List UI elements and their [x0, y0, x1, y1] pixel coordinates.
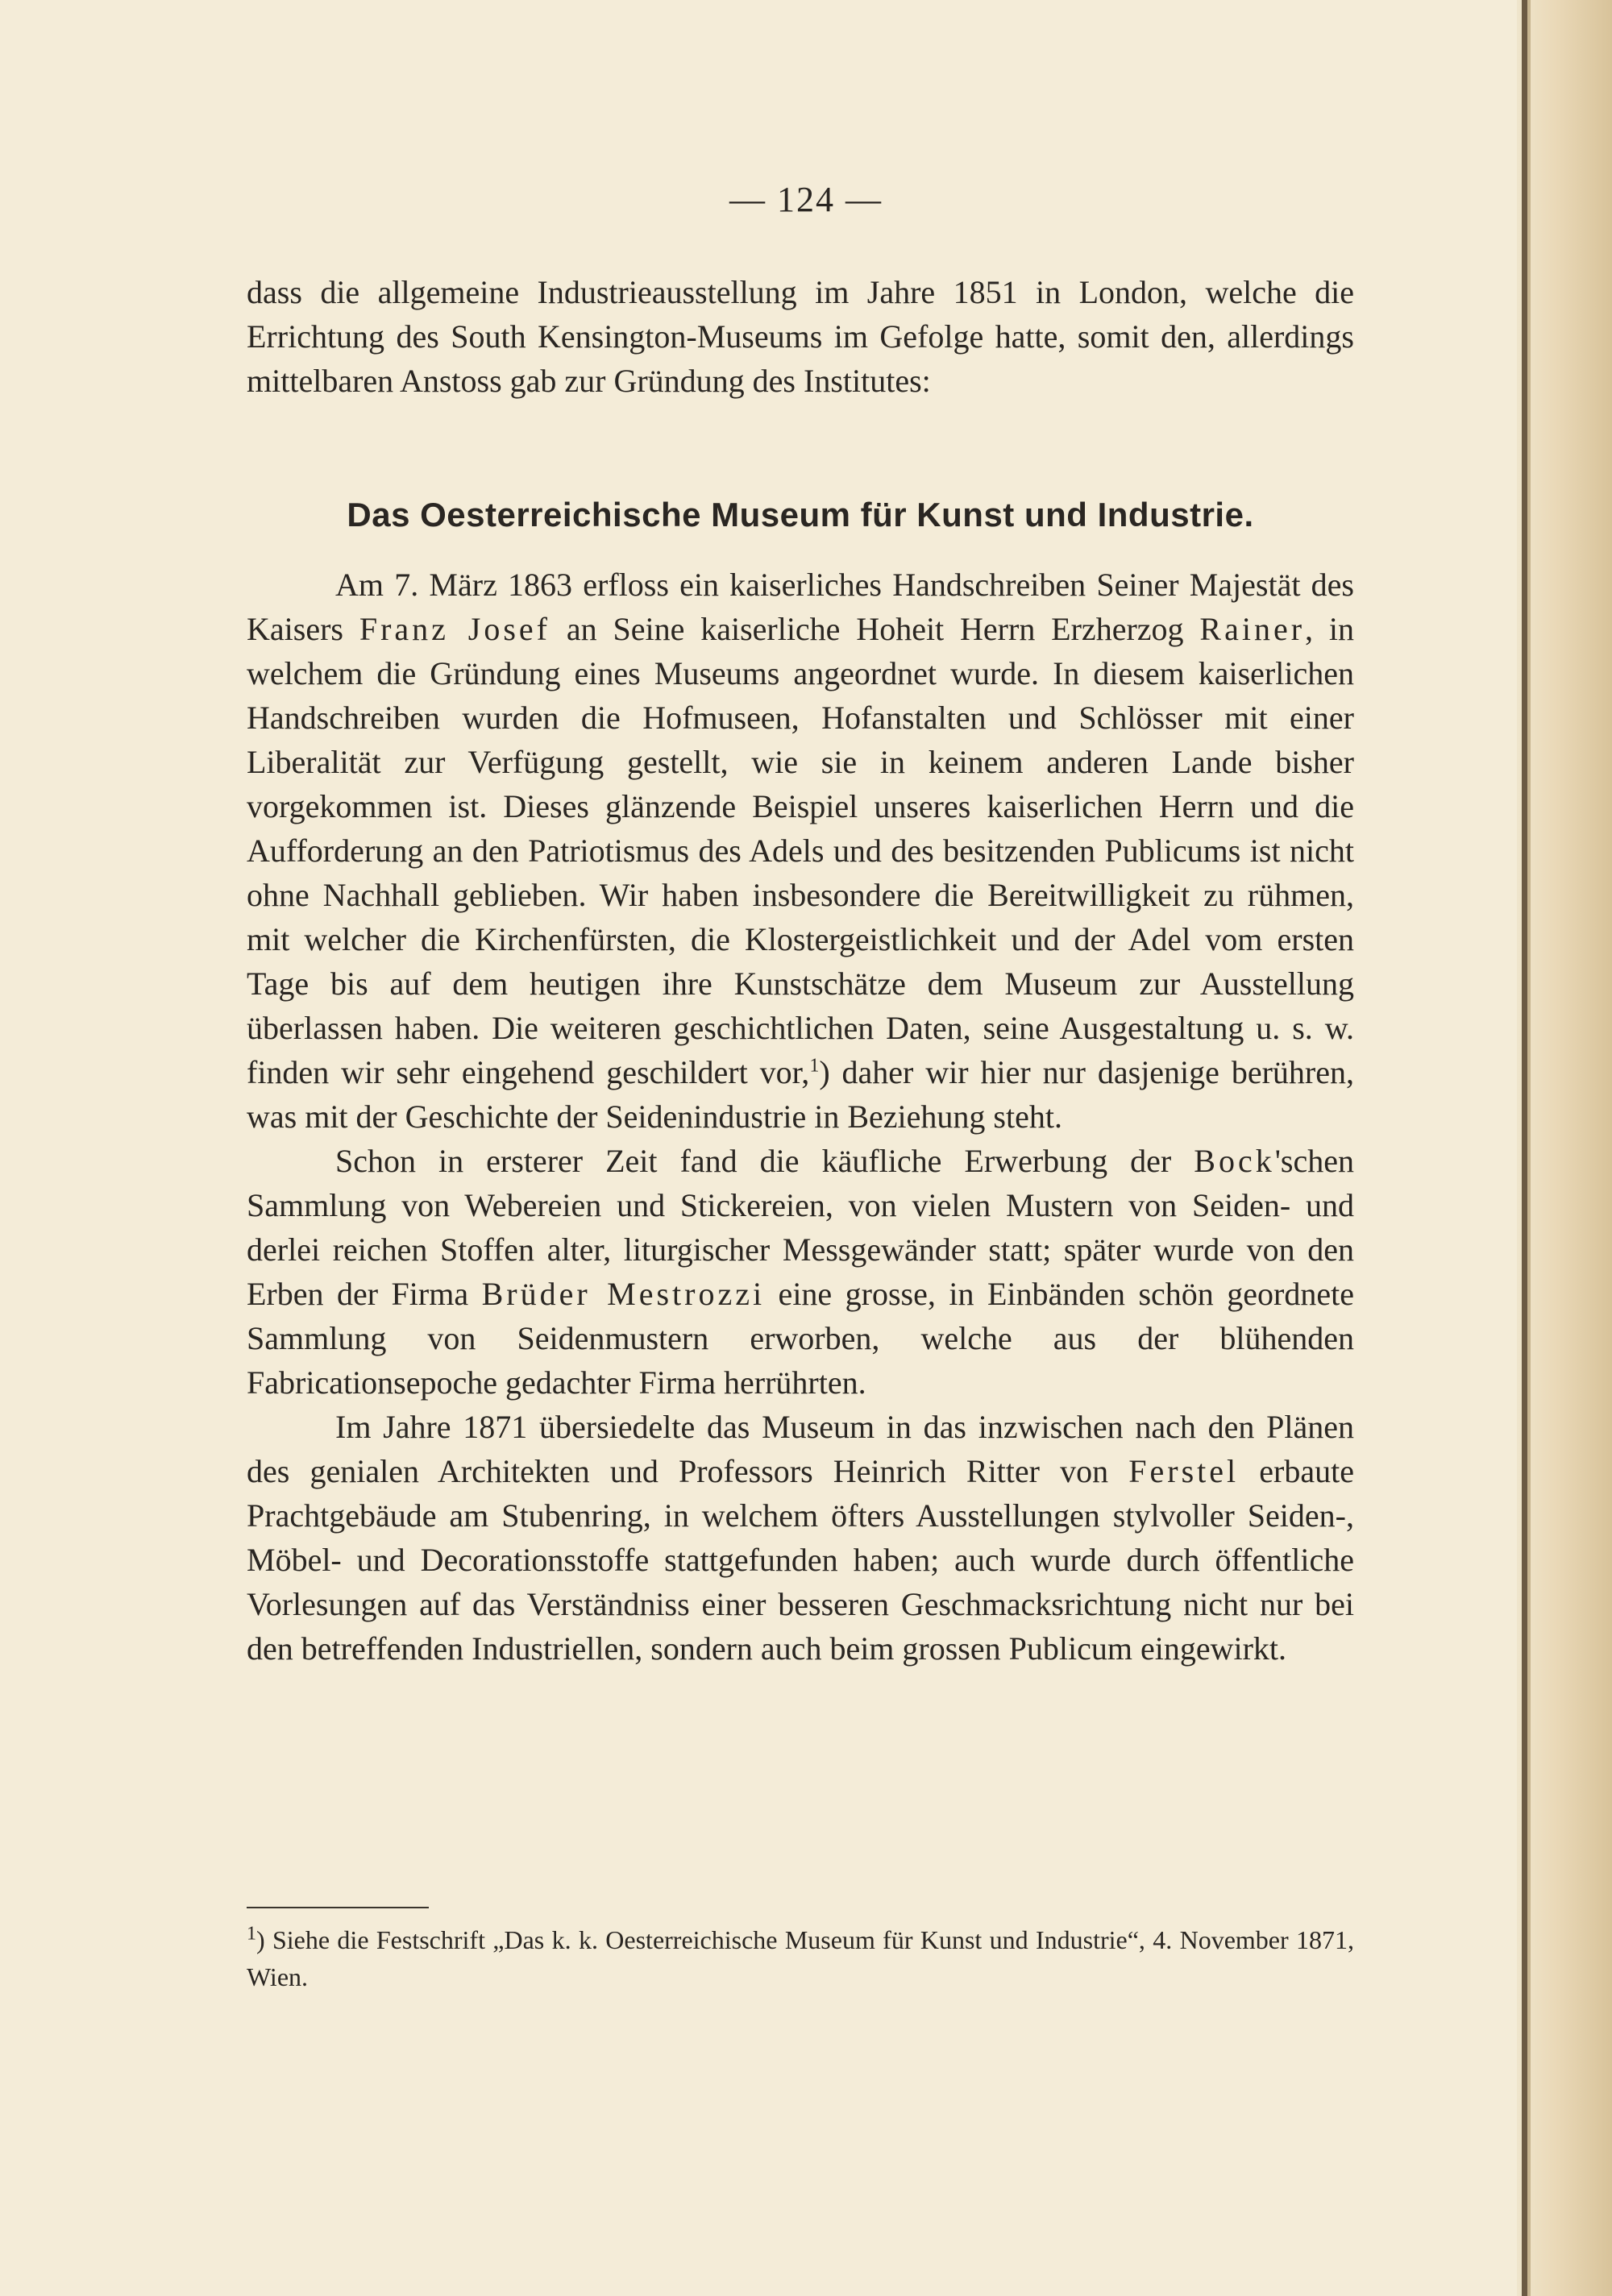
paragraph-1-text-e: , in welchem die Gründung eines Museums angeordnet wurde. In diesem kaiserlichen Handschreiben wurden die Hofmuseen, Hofanstalten und Schlösser mit einer Liberalität zur Verfügung gestellt, wie sie in keinem anderen Lande bisher vorgekommen ist. Dieses glänzende Beispiel unseres kaiserlichen Herrn und die Aufforderung an den Patriotismus des Adels und des besitzenden Publicums ist nicht ohne Nachhall geblieben. Wir haben insbesondere die Bereitwilligkeit zu rühmen, mit welcher die Kirchenfürsten, die Klostergeistlichkeit und der Adel vom ersten Tage bis auf dem heutigen ihre Kunstschätze dem Museum zur Ausstellung überlassen haben. Die weiteren geschichtlichen Daten, seine Ausgestaltung u. s. w. finden wir sehr eingehend geschildert vor, [247, 611, 1354, 1090]
name-ferstel: Ferstel [1128, 1453, 1240, 1489]
name-rainer: Rainer [1199, 611, 1306, 647]
section-heading: Das Oesterreichische Museum für Kunst und Industrie. [347, 496, 1254, 534]
footnote-text: ) Siehe die Festschrift „Das k. k. Oesterreichische Museum für Kunst und Industrie“, 4. November 1871, Wien. [247, 1925, 1354, 1991]
name-bock: Bock [1194, 1143, 1275, 1179]
paragraph-2-text-a: Schon in ersterer Zeit fand die käufliche Erwerbung der [335, 1143, 1194, 1179]
name-franz-josef: Franz Josef [359, 611, 550, 647]
paragraph-1-text-a: Am 7. März 1863 erfloss ein kaiserliches Handschreiben Seiner Majestät des Kaisers [247, 567, 1354, 647]
paragraph-2 [247, 1139, 1354, 1405]
footnote [247, 1921, 1354, 1995]
paragraph-3-text-c: erbaute Prachtgebäude am Stubenring, in welchem öfters Ausstellungen stylvoller Seiden-, Möbel- und Decorationsstoffe stattgefunden haben; auch wurde durch öffentliche Vorlesungen auf das Verständniss einer besseren Geschmacksrichtung nicht nur bei den betreffenden Industriellen, sondern auch beim grossen Publicum eingewirkt. [247, 1453, 1354, 1667]
paragraph-2-text-c: 'schen Sammlung von Webereien und Stickereien, von vielen Mustern von Seiden- und derlei reichen Stoffen alter, liturgischer Messgewänder statt; später wurde von den Erben der Firma [247, 1143, 1354, 1312]
book-spine-highlight [1527, 0, 1531, 2296]
intro-paragraph: dass die allgemeine Industrieausstellung im Jahre 1851 in London, welche die Errichtung des South Kensington-Museums im Gefolge hatte, somit den, allerdings mittelbaren Anstoss gab zur Gründung des Institutes: [247, 274, 1354, 399]
page-number: — 124 — [729, 180, 883, 219]
footnote-reference[interactable]: 1 [809, 1055, 820, 1077]
paragraph-2-text-e: eine grosse, in Einbänden schön geordnete Sammlung von Seidenmustern erworben, welche aus der blühenden Fabricationsepoche gedachter Firma herrührten. [247, 1276, 1354, 1401]
body-text [247, 563, 1354, 1671]
name-brueder-mestrozzi: Brüder Mestrozzi [481, 1276, 766, 1312]
paragraph-1 [247, 563, 1354, 1139]
book-spine-edge [1522, 0, 1527, 2296]
footnote-divider [247, 1907, 429, 1908]
intro-paragraph-block [247, 270, 1354, 403]
paragraph-1-text-c: an Seine kaiserliche Hoheit Herrn Erzherzog [550, 611, 1200, 647]
paragraph-1-text-f: ) daher wir hier nur dasjenige berühren, was mit der Geschichte der Seidenindustrie in Beziehung steht. [247, 1054, 1354, 1135]
footnote-marker: 1 [247, 1923, 256, 1945]
paragraph-3 [247, 1405, 1354, 1671]
paragraph-3-text-a: Im Jahre 1871 übersiedelte das Museum in das inzwischen nach den Plänen des genialen Architekten und Professors Heinrich Ritter von [247, 1409, 1354, 1489]
page-edge-shadow [1517, 0, 1612, 2296]
